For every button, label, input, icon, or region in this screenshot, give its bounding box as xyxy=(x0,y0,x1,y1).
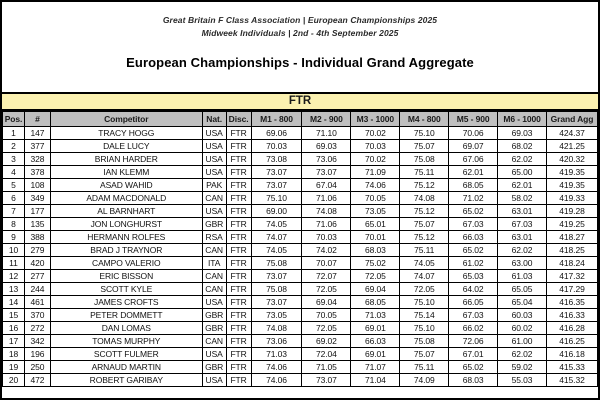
event-header-line1: Great Britain F Class Association | European Championships 2025 xyxy=(162,15,438,25)
cell: 72.06 xyxy=(449,335,498,348)
table-row xyxy=(3,192,598,205)
table-row xyxy=(3,335,598,348)
cell: 69.06 xyxy=(251,127,302,140)
table-row xyxy=(3,296,598,309)
cell: 63.01 xyxy=(498,231,547,244)
cell: 75.02 xyxy=(351,257,400,270)
cell: 71.02 xyxy=(449,192,498,205)
cell: 73.07 xyxy=(302,374,351,387)
cell: 61.00 xyxy=(498,335,547,348)
cell: 250 xyxy=(24,361,50,374)
cell: 70.05 xyxy=(351,192,400,205)
cell: 55.03 xyxy=(498,374,547,387)
cell: 418.24 xyxy=(547,257,598,270)
cell: 65.04 xyxy=(498,296,547,309)
cell: 70.01 xyxy=(351,231,400,244)
cell: PETER DOMMETT xyxy=(50,309,202,322)
cell: 74.07 xyxy=(251,231,302,244)
column-header: M1 - 800 xyxy=(251,112,302,127)
cell: 70.07 xyxy=(302,257,351,270)
cell: FTR xyxy=(226,153,251,166)
table-row xyxy=(3,140,598,153)
column-header: Competitor xyxy=(50,112,202,127)
cell: 62.02 xyxy=(498,244,547,257)
cell: USA xyxy=(202,127,226,140)
cell: 177 xyxy=(24,205,50,218)
cell: SCOTT KYLE xyxy=(50,283,202,296)
cell: 13 xyxy=(3,283,25,296)
column-header: M6 - 1000 xyxy=(498,112,547,127)
cell: 60.02 xyxy=(498,322,547,335)
cell: 17 xyxy=(3,335,25,348)
cell: 74.08 xyxy=(251,322,302,335)
column-header: Nat. xyxy=(202,112,226,127)
cell: 70.03 xyxy=(351,140,400,153)
table-row xyxy=(3,244,598,257)
cell: 75.10 xyxy=(400,322,449,335)
cell: GBR xyxy=(202,322,226,335)
cell: 75.14 xyxy=(400,309,449,322)
cell: FTR xyxy=(226,231,251,244)
cell: 67.03 xyxy=(498,218,547,231)
table-row xyxy=(3,205,598,218)
cell: FTR xyxy=(226,361,251,374)
cell: DAN LOMAS xyxy=(50,322,202,335)
class-band-label: FTR xyxy=(288,95,312,107)
cell: 58.02 xyxy=(498,192,547,205)
cell: 75.12 xyxy=(400,205,449,218)
cell: 388 xyxy=(24,231,50,244)
cell: 71.07 xyxy=(351,361,400,374)
cell: IAN KLEMM xyxy=(50,166,202,179)
cell: 69.02 xyxy=(302,335,351,348)
cell: 472 xyxy=(24,374,50,387)
cell: 67.01 xyxy=(449,348,498,361)
cell: 73.07 xyxy=(251,296,302,309)
cell: 75.07 xyxy=(400,140,449,153)
cell: 66.03 xyxy=(449,231,498,244)
cell: 74.08 xyxy=(400,192,449,205)
cell: 73.06 xyxy=(302,153,351,166)
cell: 415.33 xyxy=(547,361,598,374)
cell: 421.25 xyxy=(547,140,598,153)
cell: 70.05 xyxy=(302,309,351,322)
cell: 424.37 xyxy=(547,127,598,140)
cell: 73.07 xyxy=(251,179,302,192)
table-row xyxy=(3,231,598,244)
cell: 75.08 xyxy=(251,257,302,270)
cell: USA xyxy=(202,348,226,361)
cell: 74.06 xyxy=(351,179,400,192)
cell: ROBERT GARIBAY xyxy=(50,374,202,387)
cell: 65.01 xyxy=(351,218,400,231)
cell: 370 xyxy=(24,309,50,322)
cell: 416.18 xyxy=(547,348,598,361)
cell: 70.06 xyxy=(449,127,498,140)
cell: 64.02 xyxy=(449,283,498,296)
cell: 419.28 xyxy=(547,205,598,218)
cell: FTR xyxy=(226,205,251,218)
cell: 277 xyxy=(24,270,50,283)
cell: 68.02 xyxy=(498,140,547,153)
cell: 69.04 xyxy=(351,283,400,296)
cell: USA xyxy=(202,140,226,153)
cell: SCOTT FULMER xyxy=(50,348,202,361)
cell: 72.05 xyxy=(302,283,351,296)
cell: BRIAN HARDER xyxy=(50,153,202,166)
table-row xyxy=(3,166,598,179)
column-header: Pos. xyxy=(3,112,25,127)
cell: FTR xyxy=(226,296,251,309)
cell: 68.03 xyxy=(351,244,400,257)
cell: 67.06 xyxy=(449,153,498,166)
cell: 62.01 xyxy=(449,166,498,179)
cell: CAN xyxy=(202,270,226,283)
cell: 68.05 xyxy=(449,179,498,192)
cell: GBR xyxy=(202,218,226,231)
cell: BRAD J TRAYNOR xyxy=(50,244,202,257)
cell: TOMAS MURPHY xyxy=(50,335,202,348)
cell: 419.25 xyxy=(547,218,598,231)
cell: USA xyxy=(202,296,226,309)
cell: 69.03 xyxy=(498,127,547,140)
table-row xyxy=(3,309,598,322)
cell: USA xyxy=(202,205,226,218)
cell: 75.07 xyxy=(400,348,449,361)
cell: 16 xyxy=(3,322,25,335)
cell: FTR xyxy=(226,179,251,192)
cell: PAK xyxy=(202,179,226,192)
cell: 20 xyxy=(3,374,25,387)
cell: 75.11 xyxy=(400,361,449,374)
column-header: M2 - 900 xyxy=(302,112,351,127)
column-header: M3 - 1000 xyxy=(351,112,400,127)
cell: FTR xyxy=(226,374,251,387)
table-row xyxy=(3,283,598,296)
cell: FTR xyxy=(226,257,251,270)
cell: JON LONGHURST xyxy=(50,218,202,231)
cell: FTR xyxy=(226,270,251,283)
table-row xyxy=(3,218,598,231)
cell: 65.02 xyxy=(449,205,498,218)
cell: 73.07 xyxy=(251,166,302,179)
cell: 328 xyxy=(24,153,50,166)
cell: 74.08 xyxy=(302,205,351,218)
cell: 416.35 xyxy=(547,296,598,309)
results-table xyxy=(2,111,598,387)
cell: 74.09 xyxy=(400,374,449,387)
cell: 349 xyxy=(24,192,50,205)
cell: 420 xyxy=(24,257,50,270)
table-row xyxy=(3,322,598,335)
table-row xyxy=(3,348,598,361)
cell: 65.02 xyxy=(449,244,498,257)
table-row xyxy=(3,361,598,374)
cell: 419.35 xyxy=(547,179,598,192)
cell: 70.03 xyxy=(302,231,351,244)
cell: 419.33 xyxy=(547,192,598,205)
cell: 62.01 xyxy=(498,179,547,192)
cell: 73.07 xyxy=(251,270,302,283)
page-title: European Championships - Individual Grand Aggregate xyxy=(126,55,474,70)
cell: CAN xyxy=(202,283,226,296)
cell: 72.05 xyxy=(351,270,400,283)
cell: 5 xyxy=(3,179,25,192)
cell: 12 xyxy=(3,270,25,283)
cell: ITA xyxy=(202,257,226,270)
cell: 108 xyxy=(24,179,50,192)
table-header-row xyxy=(3,112,598,127)
cell: CAN xyxy=(202,335,226,348)
cell: 67.03 xyxy=(449,218,498,231)
cell: 418.27 xyxy=(547,231,598,244)
cell: 15 xyxy=(3,309,25,322)
cell: 66.02 xyxy=(449,322,498,335)
cell: 65.03 xyxy=(449,270,498,283)
cell: 74.02 xyxy=(302,244,351,257)
cell: 62.02 xyxy=(498,153,547,166)
cell: 417.32 xyxy=(547,270,598,283)
cell: 147 xyxy=(24,127,50,140)
cell: FTR xyxy=(226,348,251,361)
cell: RSA xyxy=(202,231,226,244)
cell: 69.00 xyxy=(251,205,302,218)
column-header: M4 - 800 xyxy=(400,112,449,127)
cell: 75.10 xyxy=(400,127,449,140)
cell: ERIC BISSON xyxy=(50,270,202,283)
cell: TRACY HOGG xyxy=(50,127,202,140)
cell: 74.05 xyxy=(251,218,302,231)
cell: FTR xyxy=(226,192,251,205)
cell: 71.09 xyxy=(351,166,400,179)
cell: 72.05 xyxy=(400,283,449,296)
cell: 415.32 xyxy=(547,374,598,387)
event-header-line2: Midweek Individuals | 2nd - 4th September 2025 xyxy=(201,28,399,38)
cell: 72.07 xyxy=(302,270,351,283)
cell: ADAM MACDONALD xyxy=(50,192,202,205)
cell: CAN xyxy=(202,192,226,205)
cell: CAMPO VALERIO xyxy=(50,257,202,270)
cell: USA xyxy=(202,166,226,179)
cell: 74.05 xyxy=(251,244,302,257)
cell: 59.02 xyxy=(498,361,547,374)
cell: 61.03 xyxy=(498,270,547,283)
cell: 73.05 xyxy=(251,309,302,322)
cell: 196 xyxy=(24,348,50,361)
cell: GBR xyxy=(202,361,226,374)
cell: 71.06 xyxy=(302,192,351,205)
cell: 71.10 xyxy=(302,127,351,140)
cell: 71.03 xyxy=(251,348,302,361)
cell: 75.10 xyxy=(251,192,302,205)
cell: 73.06 xyxy=(251,335,302,348)
cell: 75.07 xyxy=(400,218,449,231)
cell: 342 xyxy=(24,335,50,348)
cell: 62.02 xyxy=(498,348,547,361)
cell: 61.02 xyxy=(449,257,498,270)
cell: FTR xyxy=(226,127,251,140)
cell: 279 xyxy=(24,244,50,257)
cell: GBR xyxy=(202,309,226,322)
column-header: Disc. xyxy=(226,112,251,127)
cell: 420.32 xyxy=(547,153,598,166)
cell: FTR xyxy=(226,140,251,153)
cell: ASAD WAHID xyxy=(50,179,202,192)
cell: 416.28 xyxy=(547,322,598,335)
cell: 69.04 xyxy=(302,296,351,309)
cell: 73.05 xyxy=(351,205,400,218)
cell: DALE LUCY xyxy=(50,140,202,153)
cell: 72.04 xyxy=(302,348,351,361)
cell: 73.08 xyxy=(251,153,302,166)
cell: 8 xyxy=(3,218,25,231)
cell: 75.11 xyxy=(400,166,449,179)
cell: JAMES CROFTS xyxy=(50,296,202,309)
cell: FTR xyxy=(226,218,251,231)
cell: 67.03 xyxy=(449,309,498,322)
class-band xyxy=(2,92,598,111)
cell: FTR xyxy=(226,283,251,296)
cell: 272 xyxy=(24,322,50,335)
cell: 70.02 xyxy=(351,127,400,140)
column-header: M5 - 900 xyxy=(449,112,498,127)
cell: 1 xyxy=(3,127,25,140)
cell: 417.29 xyxy=(547,283,598,296)
cell: HERMANN ROLFES xyxy=(50,231,202,244)
cell: 75.08 xyxy=(400,153,449,166)
table-row xyxy=(3,374,598,387)
cell: 74.07 xyxy=(400,270,449,283)
cell: USA xyxy=(202,153,226,166)
table-row xyxy=(3,257,598,270)
cell: 71.05 xyxy=(302,361,351,374)
cell: 75.11 xyxy=(400,244,449,257)
table-body xyxy=(3,127,598,387)
cell: 67.04 xyxy=(302,179,351,192)
cell: 74.05 xyxy=(400,257,449,270)
cell: 4 xyxy=(3,166,25,179)
cell: 14 xyxy=(3,296,25,309)
cell: 75.10 xyxy=(400,296,449,309)
cell: 68.03 xyxy=(449,374,498,387)
cell: FTR xyxy=(226,166,251,179)
column-header: Grand Agg xyxy=(547,112,598,127)
cell: 75.08 xyxy=(400,335,449,348)
cell: 7 xyxy=(3,205,25,218)
cell: 2 xyxy=(3,140,25,153)
cell: 69.01 xyxy=(351,322,400,335)
cell: ARNAUD MARTIN xyxy=(50,361,202,374)
cell: 9 xyxy=(3,231,25,244)
cell: 418.25 xyxy=(547,244,598,257)
table-row xyxy=(3,270,598,283)
table-row xyxy=(3,179,598,192)
cell: 66.05 xyxy=(449,296,498,309)
cell: 70.03 xyxy=(251,140,302,153)
cell: FTR xyxy=(226,335,251,348)
cell: 75.08 xyxy=(251,283,302,296)
cell: 416.25 xyxy=(547,335,598,348)
table-row xyxy=(3,153,598,166)
cell: 416.33 xyxy=(547,309,598,322)
cell: 70.02 xyxy=(351,153,400,166)
cell: 10 xyxy=(3,244,25,257)
cell: FTR xyxy=(226,322,251,335)
cell: AL BARNHART xyxy=(50,205,202,218)
cell: USA xyxy=(202,374,226,387)
cell: 11 xyxy=(3,257,25,270)
cell: 63.01 xyxy=(498,205,547,218)
cell: 69.01 xyxy=(351,348,400,361)
cell: 69.03 xyxy=(302,140,351,153)
cell: 244 xyxy=(24,283,50,296)
cell: 71.03 xyxy=(351,309,400,322)
cell: 72.05 xyxy=(302,322,351,335)
cell: 19 xyxy=(3,361,25,374)
cell: 74.06 xyxy=(251,361,302,374)
table-header xyxy=(3,112,598,127)
cell: 18 xyxy=(3,348,25,361)
event-header xyxy=(2,2,598,40)
cell: 377 xyxy=(24,140,50,153)
cell: 65.05 xyxy=(498,283,547,296)
cell: 461 xyxy=(24,296,50,309)
cell: 71.04 xyxy=(351,374,400,387)
cell: CAN xyxy=(202,244,226,257)
cell: 73.07 xyxy=(302,166,351,179)
cell: 60.03 xyxy=(498,309,547,322)
cell: 3 xyxy=(3,153,25,166)
cell: 69.07 xyxy=(449,140,498,153)
cell: 75.12 xyxy=(400,231,449,244)
cell: FTR xyxy=(226,309,251,322)
cell: 65.00 xyxy=(498,166,547,179)
cell: 63.00 xyxy=(498,257,547,270)
table-row xyxy=(3,127,598,140)
cell: 6 xyxy=(3,192,25,205)
column-header: # xyxy=(24,112,50,127)
cell: 65.02 xyxy=(449,361,498,374)
cell: 419.35 xyxy=(547,166,598,179)
cell: 71.06 xyxy=(302,218,351,231)
cell: 75.12 xyxy=(400,179,449,192)
cell: 135 xyxy=(24,218,50,231)
cell: 74.06 xyxy=(251,374,302,387)
cell: 378 xyxy=(24,166,50,179)
cell: 68.05 xyxy=(351,296,400,309)
cell: FTR xyxy=(226,244,251,257)
cell: 66.03 xyxy=(351,335,400,348)
